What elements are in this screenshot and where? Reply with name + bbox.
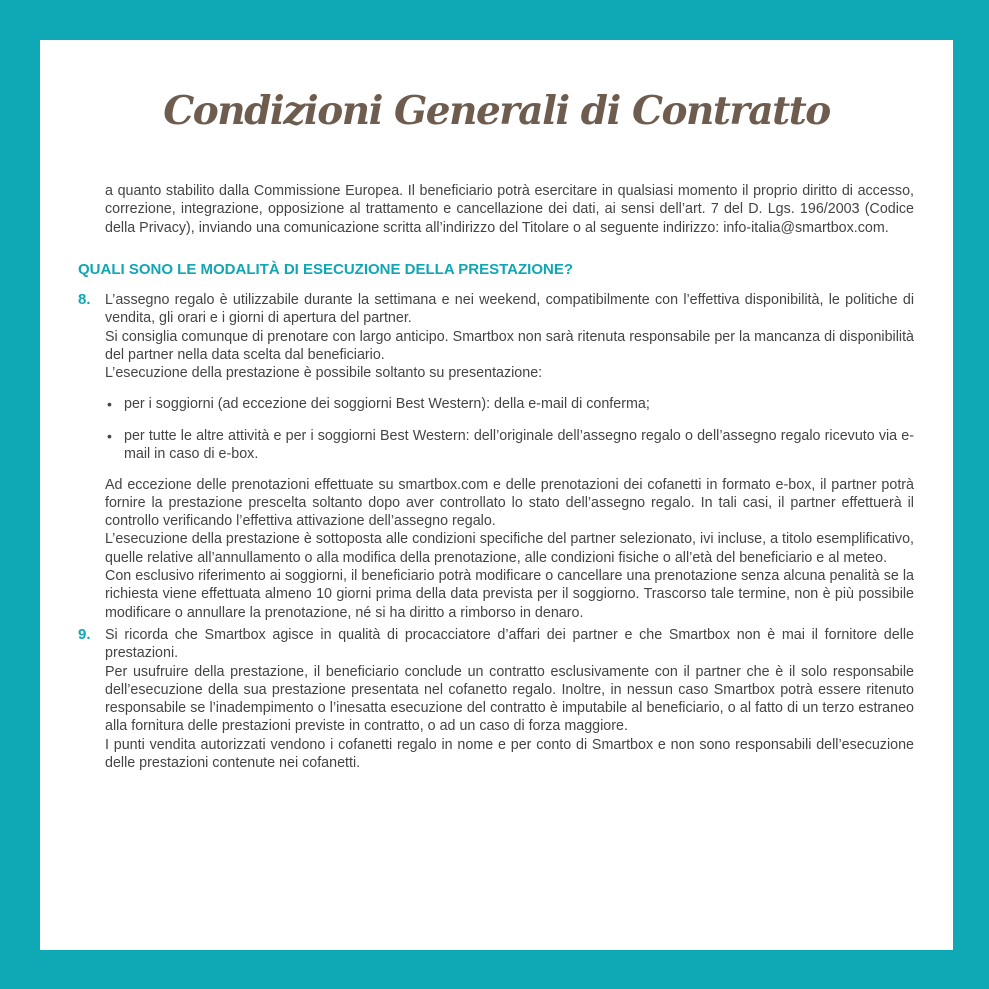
section-heading: QUALI SONO LE MODALITÀ DI ESECUZIONE DELLA PRESTAZIONE? [78,260,574,278]
list-item [105,427,914,464]
clause-9-paragraph-3: I punti vendita autorizzati vendono i cofanetti regalo in nome e per conto di Smartbox e non sono responsabili dell’esecuzione delle prestazioni contenute nei cofanetti. [105,736,914,772]
clause-9-paragraph-2: Per usufruire della prestazione, il beneficiario conclude un contratto esclusivamente con il partner che è il solo responsabile dell’esecuzione della sua prestazione presentata nel cofanetto regalo. Inoltre, in nessun caso Smartbox potrà essere ritenuto responsabile se l’inadempimento o l’inesatta esecuzione del contratto è imputabile al beneficiario, o al fatto di un terzo estraneo alla fornitura delle prestazioni previste in contratto, o ad un caso di forza maggiore. [105,663,914,735]
clause-8-paragraph-3: L’esecuzione della prestazione è possibile soltanto su presentazione: [105,365,543,382]
clause-8 [78,291,914,622]
clause-8-paragraph-4: Ad eccezione delle prenotazioni effettuate su smartbox.com e delle prenotazioni dei cofanetti in formato e-box, il partner potrà fornire la prestazione prescelta soltanto dopo aver controllato lo stato dell’assegno regalo. In tali casi, il partner effettuerà il controllo verificando l’effettiva attivazione dell’assegno regalo. [105,476,914,530]
bullet-icon: • [107,395,112,412]
clause-9 [78,626,914,772]
list-item-text: per i soggiorni (ad eccezione dei soggiorni Best Western): della e-mail di conferma; [124,395,650,412]
clause-9-paragraph-1: Si ricorda che Smartbox agisce in qualità di procacciatore d’affari dei partner e che Smartbox non è mai il fornitore delle prestazioni. [105,626,914,662]
bullet-icon: • [107,427,112,444]
list-item-text: per tutte le altre attività e per i soggiorni Best Western: dell’originale dell’assegno regalo o dell’assegno regalo ricevuto via e-mail in caso di e-box. [124,427,914,463]
clause-number: 8. [78,291,91,309]
clause-8-paragraph-1: L’assegno regalo è utilizzabile durante la settimana e nei weekend, compatibilmente con l’effettiva disponibilità, le politiche di vendita, gli orari e i giorni di apertura del partner. [105,292,914,327]
list-item [105,395,914,413]
clause-number: 9. [78,625,91,643]
document-page [40,40,953,950]
page-title: Condizioni Generali di Contratto [163,88,830,134]
intro-paragraph: a quanto stabilito dalla Commissione Europea. Il beneficiario potrà esercitare in qualsiasi momento il proprio diritto di accesso, correzione, integrazione, opposizione al trattamento e cancellazione dei dati, ai sensi dell’art. 7 del D. Lgs. 196/2003 (Codice della Privacy), inviando una comunicazione scritta all’indirizzo del Titolare o al seguente indirizzo: info-italia@smartbox.com. [105,183,914,236]
bullet-list [105,395,914,464]
clause-8-paragraph-5: L’esecuzione della prestazione è sottoposta alle condizioni specifiche del partner selezionato, ivi incluse, a titolo esemplificativo, quelle relative all’annullamento o alla modifica della prenotazione, alle condizioni fisiche o all’età del beneficiario e al meteo. [105,531,914,566]
document-body [78,182,914,776]
clause-8-paragraph-6: Con esclusivo riferimento ai soggiorni, il beneficiario potrà modificare o cancellare una prenotazione senza alcuna penalità se la richiesta viene effettuata almeno 10 giorni prima della data prevista per il soggiorno. Trascorso tale termine, non è più possibile modificare o annullare la prenotazione, né si ha diritto a rimborso in denaro. [105,568,914,621]
clause-8-paragraph-2: Si consiglia comunque di prenotare con largo anticipo. Smartbox non sarà ritenuta responsabile per la mancanza di disponibilità del partner nella data scelta dal beneficiario. [105,328,914,364]
